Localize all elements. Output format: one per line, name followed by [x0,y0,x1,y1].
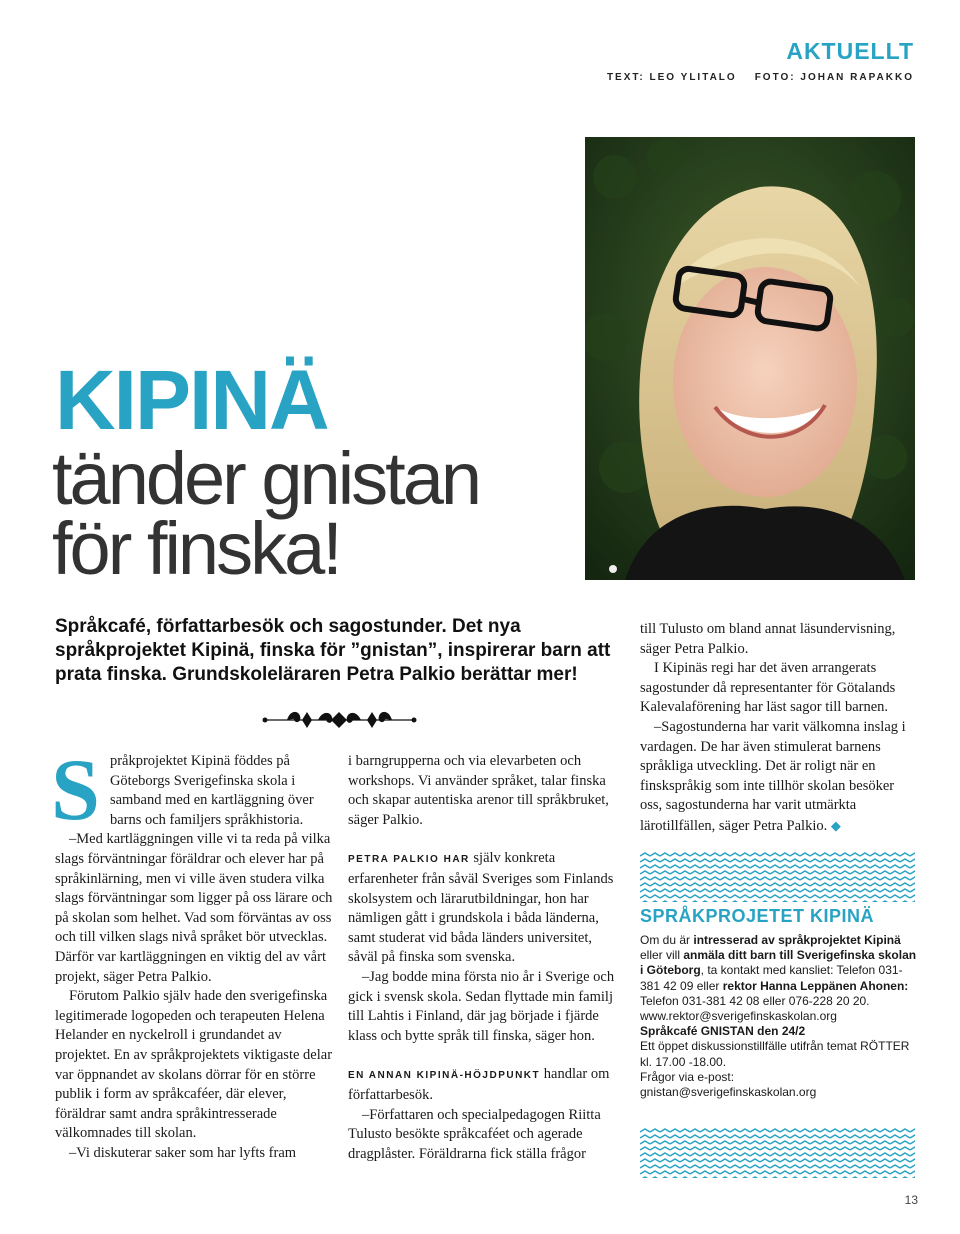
paragraph-text: handlar om författarbesök. [348,1066,610,1103]
infobox-body [640,933,920,1100]
infobox-text-bold: intresserad av språkprojektet Kipinä [693,933,901,947]
headline-line-2: tänder gnistan [52,437,480,520]
paragraph-text: själv konkreta erfarenheter från såväl Sveriges som Finlands skolsystem och lärarutbildningar, hon har nämligen gått i grundskola i båda länderna, samt studerat vid båda länders universitet, såväl på finska som svenska. [348,850,614,966]
infobox-event-title: Språkcafé GNISTAN den 24/2 [640,1024,806,1039]
infobox-contact [640,933,920,994]
paragraph: –Författaren och specialpedagogen Riitta Tulusto besökte språkcaféet och agerade dragplåster. Föräldrarna fick ställa frågor [348,1106,601,1162]
paragraph: –Vi diskuterar saker som har lyfts fram [69,1144,297,1161]
paragraph: till Tulusto om bland annat läsundervisning, säger Petra Palkio. [640,621,896,657]
infobox-link[interactable]: www.rektor@sverigefinskaskolan.org [640,1009,837,1024]
wave-pattern-icon [640,1128,915,1178]
infobox-event-desc: Ett öppet diskussionstillfälle utifrån temat RÖTTER kl. 17.00 -18.00. [640,1039,910,1069]
paragraph [640,718,918,837]
headline: KIPINÄ [55,353,328,447]
infobox-email-link[interactable]: gnistan@sverigefinskaskolan.org [640,1085,817,1100]
column-3 [640,620,918,837]
column-2 [348,752,618,1164]
diamond-end-icon: ◆ [830,817,841,833]
paragraph [51,742,333,839]
paragraph: I Kipinäs regi har det även arrangerats sagostunder då representanter för Götalands Kalevalaförening har läst sagor till barnen. [640,660,896,716]
byline [607,72,914,83]
page-number: 13 [904,1193,918,1207]
infobox-text: Om du är [640,933,694,947]
paragraph [348,849,618,968]
lead-in: PETRA PALKIO HAR [348,854,470,866]
ornament-divider-icon [262,708,417,737]
headline-line-3: för finska! [52,507,340,590]
infobox-phone: Telefon 031-381 42 08 eller 076-228 20 20. [640,993,870,1008]
infobox-email-label: Frågor via e-post: [640,1069,735,1084]
section-tag: AKTUELLT [786,38,914,64]
paragraph-text: pråkprojektet Kipinä föddes på Göteborgs Sverigefinska skola i samband med en kartläggning över barns och familjers språkhistoria. [109,753,314,828]
paragraph: i barngrupperna och via elevarbeten och workshops. Vi använder språket, talar finska och skapar autentiska arenor till språkbruket, säger Palkio. [348,753,609,828]
portrait-photo [585,137,915,580]
paragraph: Förutom Palkio själv hade den sverigefinska legitimerade logopeden och terapeuten Helena Helander en nyckelroll i grundandet av projektet. En av språkprojektets viktigaste delar var öppnandet av skolans dörrar för en större publik i form av språkcaféer, där elever, föräldrar samt andra språkintresserade välkomnades till skolan. [55,988,333,1142]
ingress: Språkcafé, författarbesök och sagostunder. Det nya språkprojektet Kipinä, finska för ”gnistan”, inspirerar barn att prata finska. Grundskoleläraren Petra Palkio berättar mer! [55,616,611,685]
paragraph [348,1065,618,1105]
drop-cap: S [51,742,100,839]
column-1 [51,742,333,1163]
photo-credit: FOTO: JOHAN RAPAKKO [754,72,914,83]
paragraph: –Jag bodde mina första nio år i Sverige och gick i svensk skola. Sedan flyttade min familj till Lahtis i Finland, där jag började i fjärde klass och bytte språk till finska, säger hon. [348,968,615,1044]
paragraph-text: –Sagostunderna har varit välkomna inslag i vardagen. De har även stimulerat barnens språkliga utveckling. Det är roligt när en finskspråkig som inte tillhör skolan besöker oss, sagostunderna har varit utmärkta lärotillfällen, säger Petra Palkio. [640,718,906,834]
infobox-text-bold: rektor Hanna Leppänen Ahonen: [722,978,909,993]
text-credit: TEXT: LEO YLITALO [606,72,737,83]
infobox-text-bold: anmäla ditt barn till Sverigefinska skolan i Göteborg [640,948,917,978]
lead-in: EN ANNAN KIPINÄ-HÖJDPUNKT [348,1070,541,1082]
infobox-text: eller vill [640,948,684,963]
infobox-text: , ta kontakt med kansliet: Telefon 031-381 42 09 eller [640,963,903,993]
paragraph: –Med kartläggningen ville vi ta reda på vilka slags förväntningar föräldrar och elever har på språkinlärning, men vi ville även studera vilka slags förväntningar som ligger på oss lärare och på skolan som helhet. Vad som förväntas av oss och till vilken slags nivå språket bör utvecklas. Därför var kartläggningen en viktig del av vårt projekt, säger Petra Palkio. [55,831,333,985]
wave-pattern-icon [640,852,915,902]
infobox-title: SPRÅKPROJETET KIPINÄ [640,906,875,926]
